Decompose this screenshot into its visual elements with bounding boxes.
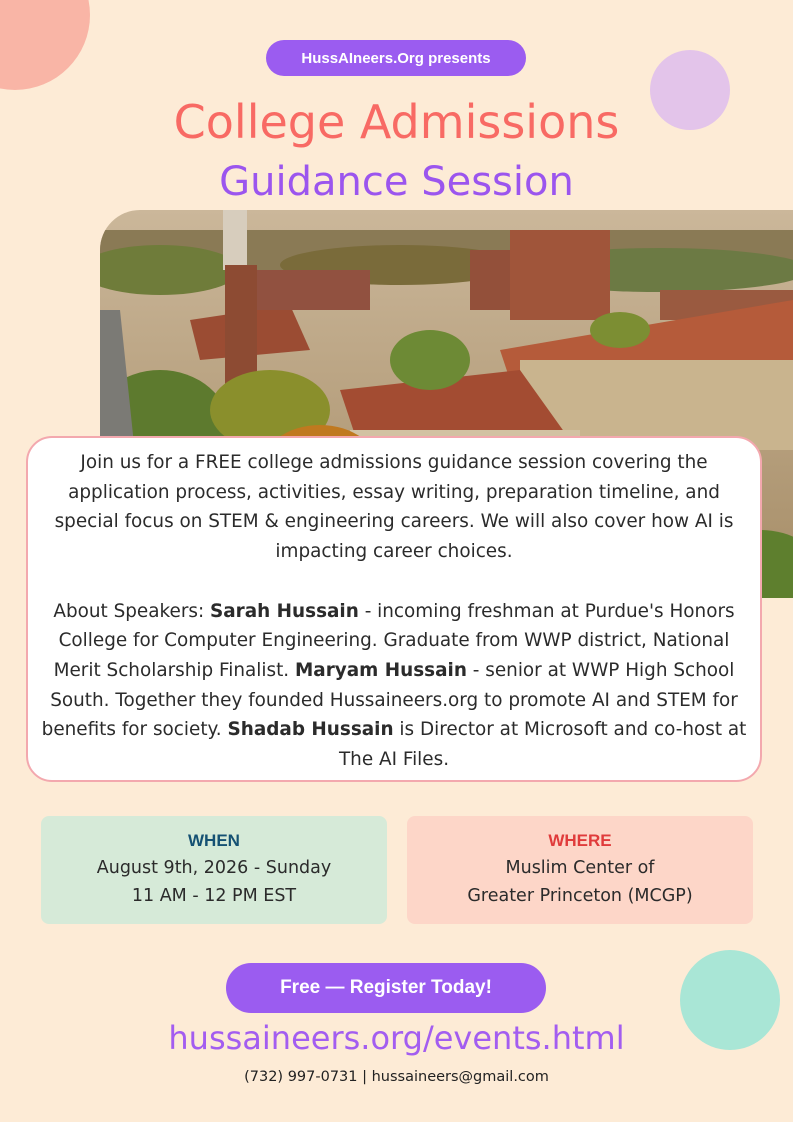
speaker-desc-maryam: - senior at WWP High School South. Together they founded Hussaineers.org to promote AI and STEM for benefits for society. (41, 659, 738, 741)
venue-line-2: Greater Princeton (MCGP) (467, 886, 693, 906)
event-date: August 9th, 2026 - Sunday (96, 858, 332, 878)
speaker-desc-sarah: - incoming freshman at Purdue's Honors College for Computer Engineering. Graduate from WWP district, National Merit Scholarship Finalist. (53, 600, 735, 681)
page-subtitle: Guidance Session (219, 159, 574, 205)
register-button[interactable]: Free — Register Today! (226, 963, 546, 1013)
event-time: 11 AM - 12 PM EST (131, 886, 297, 906)
paragraph-gap (40, 567, 748, 597)
where-card (407, 816, 753, 924)
page-title: College Admissions (173, 95, 620, 149)
speakers-lead: About Speakers: (53, 600, 211, 622)
when-card (41, 816, 387, 924)
speaker-desc-shadab: is Director at Microsoft and co-host at The AI Files. (338, 719, 747, 771)
speaker-name-shadab: Shadab Hussain (227, 719, 394, 741)
speakers-text (40, 597, 748, 775)
description-box (26, 436, 762, 782)
intro-text: Join us for a FREE college admissions guidance session covering the application process, activities, essay writing, preparation timeline, and special focus on STEM & engineering careers. We will also cover how AI is impacting career choices. (54, 452, 734, 563)
speaker-name-maryam: Maryam Hussain (295, 659, 467, 681)
contact-info: (732) 997-0731 | hussaineers@gmail.com (244, 1069, 549, 1085)
decorative-circle-pink (0, 0, 90, 90)
when-heading: WHEN (188, 831, 240, 850)
event-url-link[interactable]: hussaineers.org/events.html (168, 1019, 625, 1057)
venue-line-1: Muslim Center of (505, 858, 655, 878)
where-heading: WHERE (548, 831, 612, 850)
speaker-name-sarah: Sarah Hussain (210, 600, 359, 622)
presents-badge: HussAIneers.Org presents (266, 40, 526, 76)
